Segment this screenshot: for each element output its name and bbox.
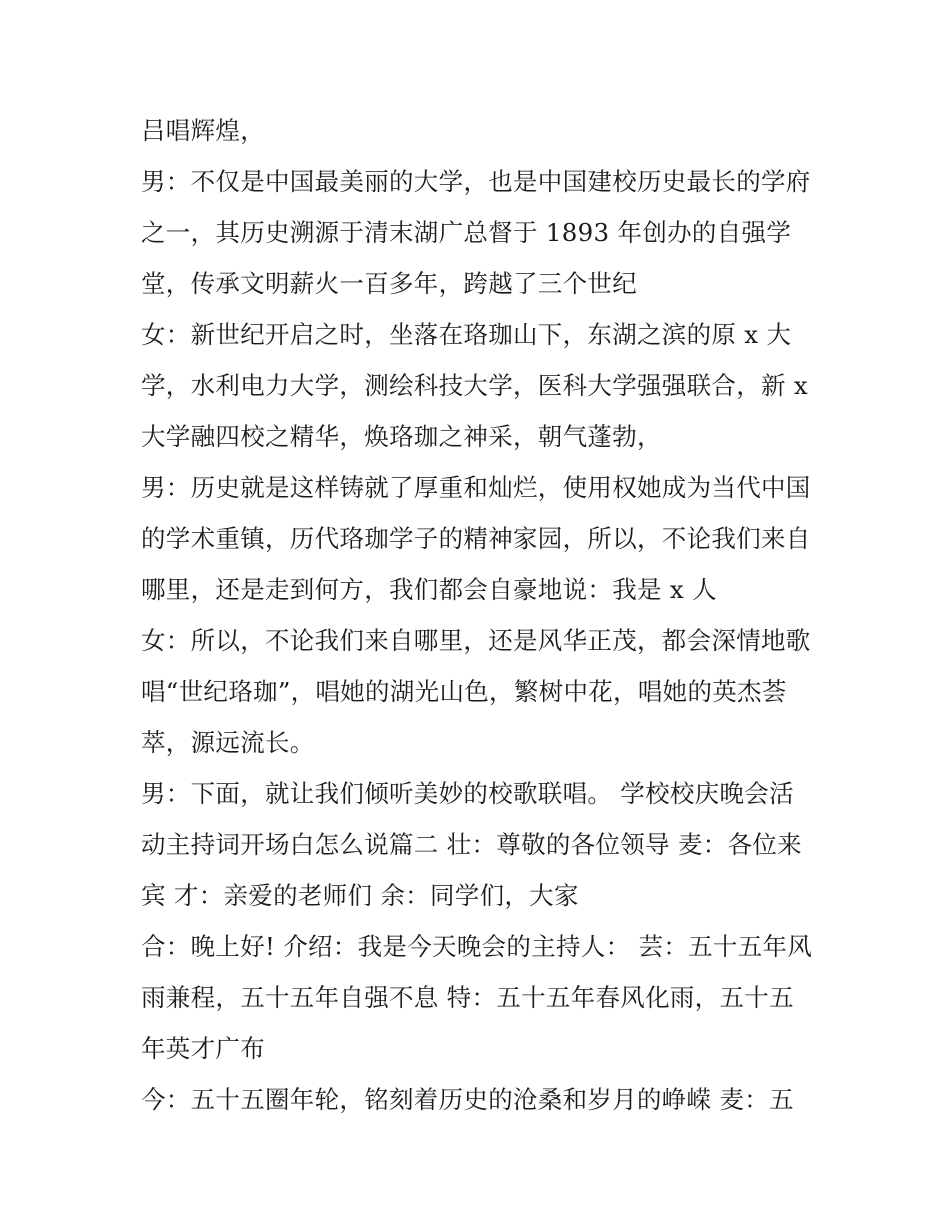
text-line: 男：历史就是这样铸就了厚重和灿烂，使用权她成为当代中国: [141, 473, 811, 502]
document-body: [141, 105, 831, 1125]
text-line: 今：五十五圈年轮，铭刻着历史的沧桑和岁月的峥嵘 麦：五: [141, 1085, 794, 1114]
text-line: 宾 才：亲爱的老师们 余：同学们，大家: [141, 881, 579, 910]
text-line: 之一，其历史溯源于清末湖广总督于 1893 年创办的自强学: [141, 218, 792, 247]
text-line: 堂，传承文明薪火一百多年，跨越了三个世纪: [141, 269, 637, 298]
text-line: 年英才广布: [141, 1034, 265, 1063]
text-line: 男：不仅是中国最美丽的大学，也是中国建校历史最长的学府: [141, 167, 811, 196]
text-line: 女：所以，不论我们来自哪里，还是风华正茂，都会深情地歌: [141, 626, 811, 655]
text-line: 女：新世纪开启之时，坐落在珞珈山下，东湖之滨的原 x 大: [141, 320, 792, 349]
text-line: 吕唱辉煌，: [141, 116, 265, 145]
text-line: 学，水利电力大学，测绘科技大学，医科大学强强联合，新 x: [141, 371, 809, 400]
text-line: 男：下面，就让我们倾听美妙的校歌联唱。 学校校庆晚会活: [141, 779, 794, 808]
text-line: 雨兼程，五十五年自强不息 特：五十五年春风化雨，五十五: [141, 983, 794, 1012]
text-line: 的学术重镇，历代珞珈学子的精神家园，所以，不论我们来自: [141, 524, 811, 553]
text-line: 哪里，还是走到何方，我们都会自豪地说：我是 x 人: [141, 575, 717, 604]
text-line: 大学融四校之精华，焕珞珈之神采，朝气蓬勃，: [141, 422, 662, 451]
text-line: 合：晚上好! 介绍：我是今天晚会的主持人： 芸：五十五年风: [141, 932, 813, 961]
text-line: 萃，源远流长。: [141, 728, 315, 757]
text-line: 动主持词开场白怎么说篇二 壮：尊敬的各位领导 麦：各位来: [141, 830, 802, 859]
text-line: 唱“世纪珞珈”，唱她的湖光山色，繁树中花，唱她的英杰荟: [141, 677, 787, 706]
